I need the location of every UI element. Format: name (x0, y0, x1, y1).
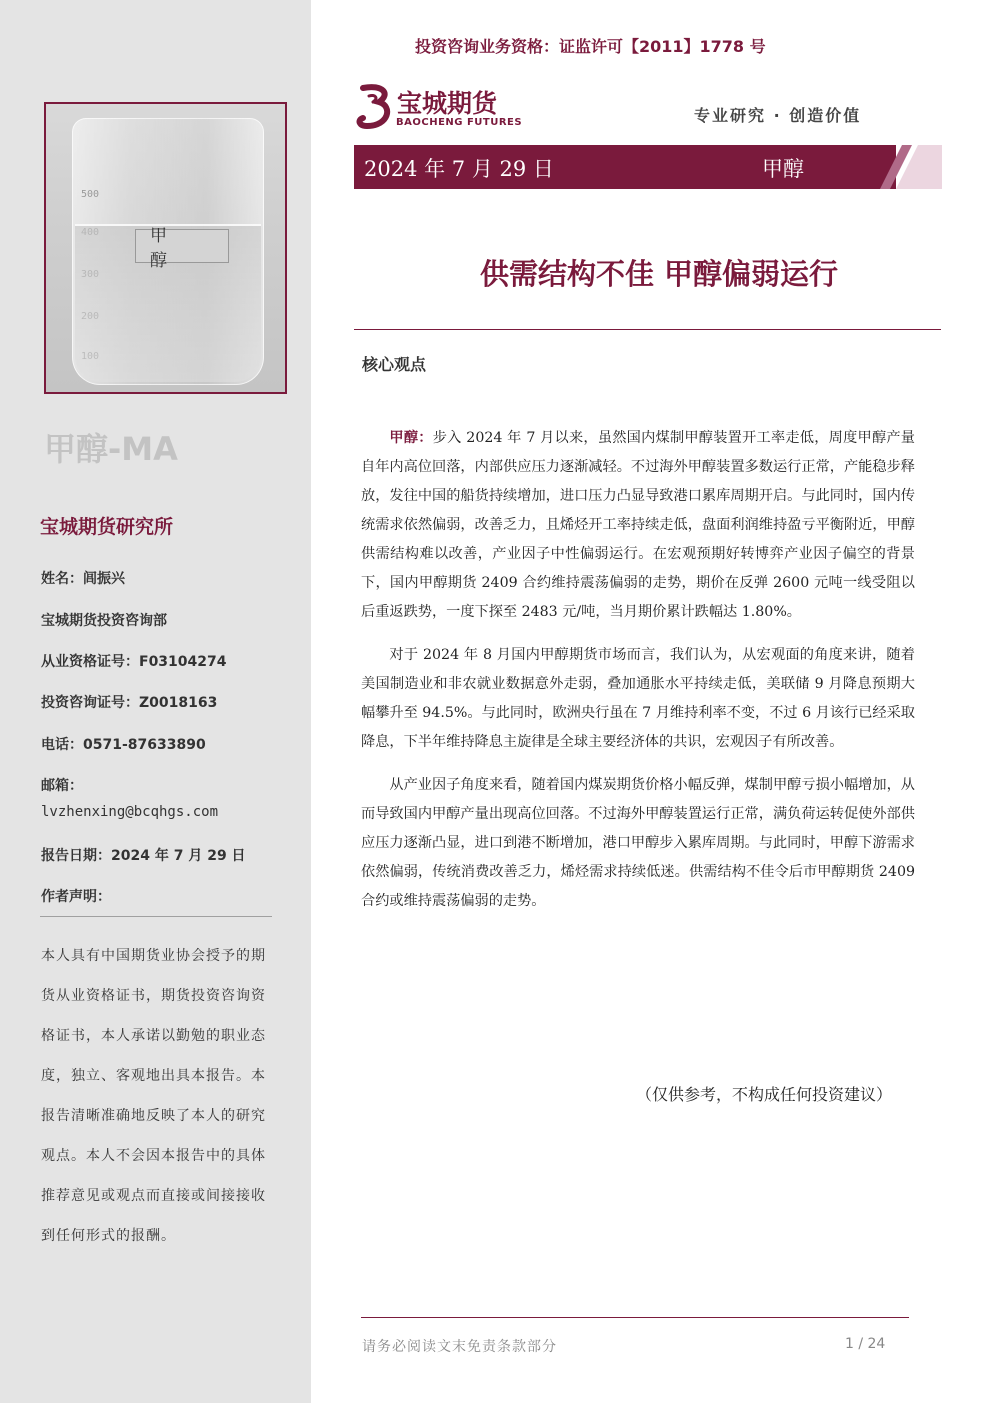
email-link[interactable]: lvzhenxing@bcqhgs.com (41, 804, 219, 820)
date-banner (354, 145, 896, 189)
paragraph-1-text: 步入 2024 年 7 月以来，虽然国内煤制甲醇装置开工率走低，周度甲醇产量自年内高位回落，内部供应压力逐渐减轻。不过海外甲醇装置多数运行正常，产能稳步释放，发往中国的船货持续增加，进口压力凸显导致港口累库周期开启。与此同时，国内传统需求依然偏弱，改善乏力，且烯烃开工率持续走低，盘面利润维持盈亏平衡附近，甲醇供需结构难以改善，产业因子中性偏弱运行。在宏观预期好转博弈产业因子偏空的背景下，国内甲醇期货 2409 合约维持震荡偏弱的走势，期价在反弹 2600 元吨一线受阻以后重返跌势，一度下探至 2483 元/吨，当月期价累计跌幅达 1.80%。 (361, 430, 915, 620)
report-date-banner: 2024 年 7 月 29 日 (364, 157, 554, 181)
beaker-illustration (72, 118, 264, 385)
report-body (361, 424, 915, 930)
author-name: 姓名：闾振兴 (41, 571, 125, 587)
product-title: 甲醇-MA (44, 430, 178, 468)
headline: 供需结构不佳 甲醇偏弱运行 (479, 257, 839, 291)
banner-stripes-icon (860, 145, 942, 189)
consulting-number: 投资咨询证号：Z0018163 (41, 695, 218, 711)
header-rule (354, 329, 941, 330)
department: 宝城期货投资咨询部 (41, 613, 167, 629)
statement-title: 作者声明： (41, 889, 111, 905)
variety-label: 甲醇 (762, 157, 804, 181)
qualification-number: 从业资格证号：F03104274 (41, 654, 227, 670)
product-photo (44, 102, 287, 394)
footer-disclaimer: 请务必阅读文末免责条款部分 (362, 1339, 557, 1355)
section-title: 核心观点 (362, 355, 427, 374)
paragraph-3: 从产业因子角度来看，随着国内煤炭期货价格小幅反弹，煤制甲醇亏损小幅增加，从而导致国内甲醇产量出现高位回落。不过海外甲醇装置运行正常，满负荷运转促使外部供应压力逐渐凸显，进口到港不断增加，港口甲醇步入累库周期。与此同时，甲醇下游需求依然偏弱，传统消费改善乏力，烯烃需求持续低迷。供需结构不佳令后市甲醇期货 2409 合约或维持震荡偏弱的走势。 (361, 777, 915, 909)
sidebar (0, 0, 311, 1403)
phone: 电话：0571-87633890 (41, 737, 206, 753)
beaker-tick: 500 (81, 189, 100, 200)
license-text: 投资咨询业务资格：证监许可【2011】1778 号 (415, 37, 766, 56)
paragraph-1 (361, 424, 915, 627)
page-number: 1 / 24 (845, 1336, 886, 1352)
company-logo (355, 84, 525, 134)
sidebar-divider (40, 916, 272, 917)
logo-text-en: BAOCHENG FUTURES (396, 117, 523, 128)
email-label: 邮箱： (41, 778, 83, 794)
logo-text-cn: 宝城期货 (397, 89, 498, 118)
slogan: 专业研究 · 创造价值 (694, 106, 862, 125)
paragraph-2: 对于 2024 年 8 月国内甲醇期货市场而言，我们认为，从宏观面的角度来讲，随着美国制造业和非农就业数据意外走弱，叠加通胀水平持续走低，美联储 9 月降息预期大幅攀升至 94.5%。与此同时，欧洲央行虽在 7 月维持利率不变，不过 6 月该行已经采取降息，下半年维持降息主旋律是全球主要经济体的共识，宏观因子有所改善。 (361, 647, 915, 750)
report-date: 报告日期：2024 年 7 月 29 日 (41, 848, 246, 864)
footer-rule (361, 1317, 909, 1318)
institute-name: 宝城期货研究所 (40, 516, 174, 538)
author-statement: 本人具有中国期货业协会授予的期货从业资格证书，期货投资咨询资格证书，本人承诺以勤勉的职业态度，独立、客观地出具本报告。本报告清晰准确地反映了本人的研究观点。本人不会因本报告中的具体推荐意见或观点而直接或间接接收到任何形式的报酬。 (41, 948, 266, 1244)
beaker-label: 甲 醇 (135, 229, 229, 263)
logo-mark-icon (355, 84, 395, 130)
reference-note: （仅供参考，不构成任何投资建议） (636, 1085, 893, 1104)
lead-label: 甲醇： (389, 430, 433, 446)
